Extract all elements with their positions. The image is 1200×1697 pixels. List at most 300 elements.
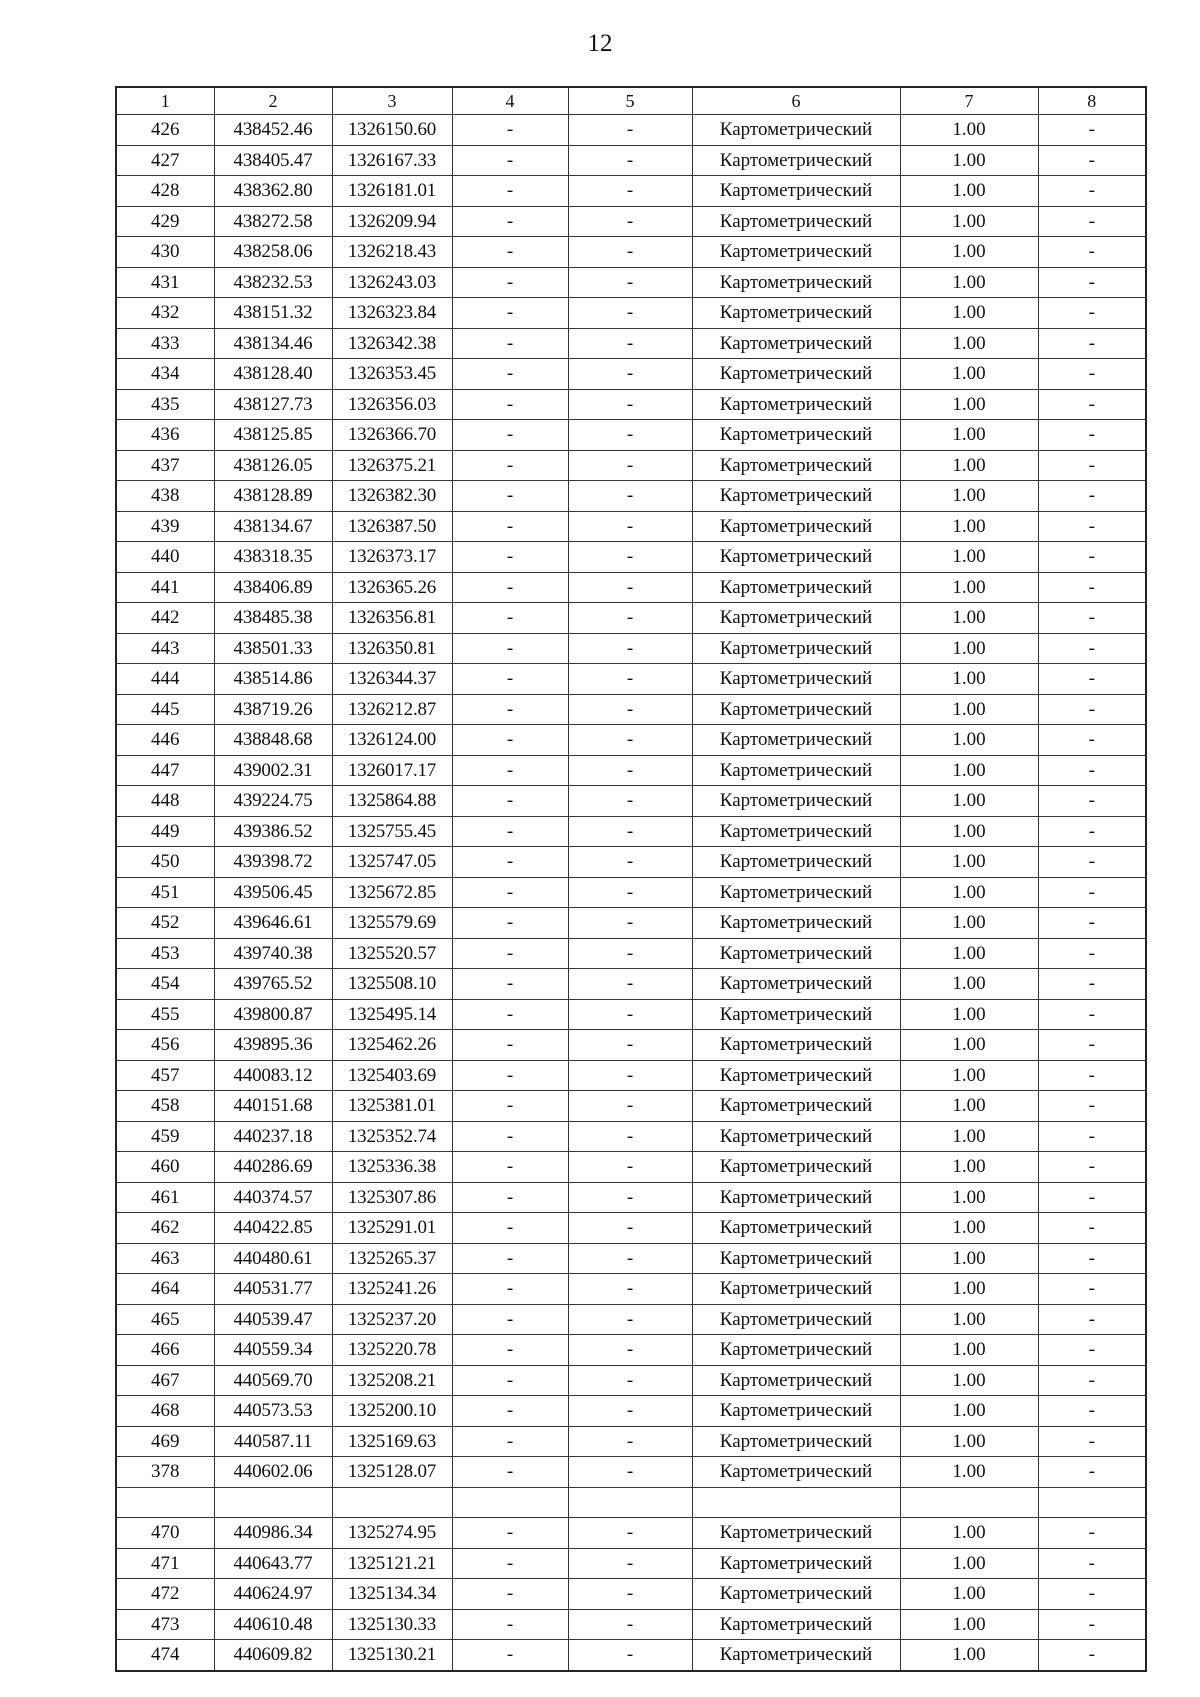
col-8-cell: - [1038, 206, 1146, 237]
method-cell: Картометрический [692, 1182, 900, 1213]
coord-y-cell: 1326167.33 [332, 145, 452, 176]
coord-x-cell: 438126.05 [214, 450, 332, 481]
accuracy-cell: 1.00 [900, 1304, 1038, 1335]
point-number-cell: 470 [116, 1518, 214, 1549]
point-number-cell: 468 [116, 1396, 214, 1427]
coord-y-cell: 1325864.88 [332, 786, 452, 817]
coord-y-cell: 1325130.33 [332, 1609, 452, 1640]
point-number-cell: 440 [116, 542, 214, 573]
col-5-cell: - [568, 877, 692, 908]
col-8-cell: - [1038, 1548, 1146, 1579]
point-number-cell: 437 [116, 450, 214, 481]
col-8-cell: - [1038, 1121, 1146, 1152]
method-cell: Картометрический [692, 1152, 900, 1183]
method-cell: Картометрический [692, 1396, 900, 1427]
col-8-cell: - [1038, 267, 1146, 298]
coord-x-cell: 440559.34 [214, 1335, 332, 1366]
point-number-cell: 459 [116, 1121, 214, 1152]
coord-y-cell: 1326387.50 [332, 511, 452, 542]
method-cell: Картометрический [692, 1060, 900, 1091]
coord-x-cell: 438848.68 [214, 725, 332, 756]
col-4-cell: - [452, 1548, 568, 1579]
coord-x-cell: 438258.06 [214, 237, 332, 268]
coord-y-cell [332, 1487, 452, 1518]
accuracy-cell: 1.00 [900, 1518, 1038, 1549]
coord-y-cell: 1326365.26 [332, 572, 452, 603]
col-4-cell: - [452, 420, 568, 451]
coord-y-cell: 1325520.57 [332, 938, 452, 969]
col-4-cell: - [452, 908, 568, 939]
coord-x-cell: 439506.45 [214, 877, 332, 908]
col-5-cell: - [568, 786, 692, 817]
coord-y-cell: 1326124.00 [332, 725, 452, 756]
coord-x-cell: 439740.38 [214, 938, 332, 969]
col-8-cell: - [1038, 298, 1146, 329]
col-5-cell: - [568, 816, 692, 847]
table-row [116, 1396, 1146, 1427]
table-row [116, 1487, 1146, 1518]
col-4-cell: - [452, 542, 568, 573]
coord-x-cell: 438362.80 [214, 176, 332, 207]
col-8-cell: - [1038, 1060, 1146, 1091]
col-4-cell: - [452, 1640, 568, 1671]
method-cell: Картометрический [692, 786, 900, 817]
col-4-cell: - [452, 298, 568, 329]
coord-y-cell: 1325241.26 [332, 1274, 452, 1305]
col-4-cell: - [452, 847, 568, 878]
col-8-cell: - [1038, 1365, 1146, 1396]
coord-x-cell: 440422.85 [214, 1213, 332, 1244]
col-8-cell: - [1038, 176, 1146, 207]
col-4-cell: - [452, 969, 568, 1000]
col-4-cell: - [452, 1121, 568, 1152]
accuracy-cell: 1.00 [900, 542, 1038, 573]
header-point-number: 1 [116, 87, 214, 115]
coord-y-cell: 1326353.45 [332, 359, 452, 390]
accuracy-cell: 1.00 [900, 1365, 1038, 1396]
table-row [116, 725, 1146, 756]
point-number-cell: 435 [116, 389, 214, 420]
accuracy-cell: 1.00 [900, 1030, 1038, 1061]
coord-x-cell: 440569.70 [214, 1365, 332, 1396]
coord-x-cell: 438134.67 [214, 511, 332, 542]
point-number-cell: 439 [116, 511, 214, 542]
coord-x-cell: 438272.58 [214, 206, 332, 237]
table-header-row [116, 87, 1146, 115]
coord-x-cell: 440573.53 [214, 1396, 332, 1427]
point-number-cell: 464 [116, 1274, 214, 1305]
table-row [116, 786, 1146, 817]
accuracy-cell: 1.00 [900, 237, 1038, 268]
col-8-cell: - [1038, 1091, 1146, 1122]
accuracy-cell: 1.00 [900, 328, 1038, 359]
table-row [116, 1579, 1146, 1610]
col-5-cell: - [568, 633, 692, 664]
method-cell: Картометрический [692, 359, 900, 390]
table-row [116, 1548, 1146, 1579]
table-row [116, 1182, 1146, 1213]
col-8-cell: - [1038, 1457, 1146, 1488]
method-cell: Картометрический [692, 725, 900, 756]
coord-y-cell: 1325208.21 [332, 1365, 452, 1396]
col-8-cell: - [1038, 115, 1146, 146]
method-cell: Картометрический [692, 908, 900, 939]
accuracy-cell: 1.00 [900, 267, 1038, 298]
coord-x-cell: 440374.57 [214, 1182, 332, 1213]
col-4-cell: - [452, 755, 568, 786]
accuracy-cell: 1.00 [900, 572, 1038, 603]
point-number-cell: 445 [116, 694, 214, 725]
point-number-cell: 436 [116, 420, 214, 451]
header-col-8: 8 [1038, 87, 1146, 115]
col-4-cell: - [452, 877, 568, 908]
col-5-cell: - [568, 145, 692, 176]
col-4-cell: - [452, 1304, 568, 1335]
coord-y-cell: 1326150.60 [332, 115, 452, 146]
point-number-cell: 457 [116, 1060, 214, 1091]
method-cell: Картометрический [692, 1609, 900, 1640]
col-5-cell: - [568, 1243, 692, 1274]
col-5-cell: - [568, 1091, 692, 1122]
accuracy-cell: 1.00 [900, 816, 1038, 847]
point-number-cell: 467 [116, 1365, 214, 1396]
col-8-cell: - [1038, 1304, 1146, 1335]
col-8-cell: - [1038, 420, 1146, 451]
method-cell: Картометрический [692, 1243, 900, 1274]
table-row [116, 755, 1146, 786]
coord-x-cell: 438318.35 [214, 542, 332, 573]
point-number-cell: 465 [116, 1304, 214, 1335]
table-row [116, 603, 1146, 634]
table-row [116, 1365, 1146, 1396]
method-cell: Картометрический [692, 877, 900, 908]
method-cell: Картометрический [692, 633, 900, 664]
col-4-cell: - [452, 572, 568, 603]
table-row [116, 877, 1146, 908]
coord-x-cell: 438134.46 [214, 328, 332, 359]
col-8-cell: - [1038, 359, 1146, 390]
accuracy-cell: 1.00 [900, 725, 1038, 756]
col-4-cell: - [452, 1579, 568, 1610]
col-4-cell: - [452, 999, 568, 1030]
accuracy-cell: 1.00 [900, 1335, 1038, 1366]
accuracy-cell: 1.00 [900, 1579, 1038, 1610]
method-cell: Картометрический [692, 572, 900, 603]
col-4-cell: - [452, 1396, 568, 1427]
coord-y-cell: 1326373.17 [332, 542, 452, 573]
col-5-cell: - [568, 542, 692, 573]
col-4-cell: - [452, 237, 568, 268]
point-number-cell: 432 [116, 298, 214, 329]
col-8-cell: - [1038, 755, 1146, 786]
col-5-cell: - [568, 1304, 692, 1335]
header-coord-x: 2 [214, 87, 332, 115]
coord-y-cell: 1325579.69 [332, 908, 452, 939]
method-cell: Картометрический [692, 847, 900, 878]
method-cell: Картометрический [692, 1548, 900, 1579]
method-cell: Картометрический [692, 389, 900, 420]
accuracy-cell: 1.00 [900, 1243, 1038, 1274]
accuracy-cell: 1.00 [900, 176, 1038, 207]
point-number-cell: 454 [116, 969, 214, 1000]
point-number-cell: 446 [116, 725, 214, 756]
col-5-cell: - [568, 603, 692, 634]
coord-x-cell: 438128.89 [214, 481, 332, 512]
coord-y-cell: 1326350.81 [332, 633, 452, 664]
table-row [116, 572, 1146, 603]
coord-y-cell: 1325747.05 [332, 847, 452, 878]
accuracy-cell: 1.00 [900, 908, 1038, 939]
col-5-cell: - [568, 115, 692, 146]
col-8-cell: - [1038, 1030, 1146, 1061]
table-row [116, 267, 1146, 298]
accuracy-cell: 1.00 [900, 1182, 1038, 1213]
col-5-cell: - [568, 450, 692, 481]
col-8-cell: - [1038, 237, 1146, 268]
accuracy-cell: 1.00 [900, 450, 1038, 481]
col-4-cell: - [452, 115, 568, 146]
method-cell: Картометрический [692, 999, 900, 1030]
col-5-cell: - [568, 511, 692, 542]
col-4-cell: - [452, 1335, 568, 1366]
col-8-cell: - [1038, 572, 1146, 603]
col-5-cell: - [568, 694, 692, 725]
accuracy-cell: 1.00 [900, 664, 1038, 695]
coord-x-cell: 438514.86 [214, 664, 332, 695]
col-8-cell: - [1038, 1640, 1146, 1671]
accuracy-cell: 1.00 [900, 1457, 1038, 1488]
table-row [116, 1304, 1146, 1335]
col-5-cell: - [568, 1182, 692, 1213]
coord-y-cell: 1325336.38 [332, 1152, 452, 1183]
point-number-cell: 429 [116, 206, 214, 237]
col-8-cell: - [1038, 1274, 1146, 1305]
col-5-cell: - [568, 1152, 692, 1183]
col-8-cell: - [1038, 450, 1146, 481]
accuracy-cell: 1.00 [900, 755, 1038, 786]
accuracy-cell: 1.00 [900, 847, 1038, 878]
point-number-cell: 426 [116, 115, 214, 146]
table-row [116, 450, 1146, 481]
accuracy-cell: 1.00 [900, 1091, 1038, 1122]
col-8-cell: - [1038, 664, 1146, 695]
col-4-cell: - [452, 1609, 568, 1640]
col-5-cell: - [568, 938, 692, 969]
point-number-cell: 450 [116, 847, 214, 878]
coord-x-cell: 440083.12 [214, 1060, 332, 1091]
accuracy-cell: 1.00 [900, 145, 1038, 176]
coord-y-cell: 1325291.01 [332, 1213, 452, 1244]
method-cell: Картометрический [692, 542, 900, 573]
point-number-cell: 461 [116, 1182, 214, 1213]
table-row [116, 359, 1146, 390]
coord-y-cell: 1325237.20 [332, 1304, 452, 1335]
table-row [116, 969, 1146, 1000]
col-8-cell: - [1038, 389, 1146, 420]
col-4-cell: - [452, 1213, 568, 1244]
point-number-cell: 442 [116, 603, 214, 634]
header-accuracy: 7 [900, 87, 1038, 115]
col-4-cell: - [452, 1457, 568, 1488]
col-5-cell: - [568, 1365, 692, 1396]
coord-x-cell: 440610.48 [214, 1609, 332, 1640]
col-8-cell: - [1038, 1335, 1146, 1366]
method-cell: Картометрический [692, 176, 900, 207]
col-4-cell: - [452, 389, 568, 420]
method-cell: Картометрический [692, 420, 900, 451]
point-number-cell: 441 [116, 572, 214, 603]
method-cell: Картометрический [692, 511, 900, 542]
col-5-cell: - [568, 1060, 692, 1091]
table-row [116, 633, 1146, 664]
col-4-cell: - [452, 481, 568, 512]
point-number-cell: 453 [116, 938, 214, 969]
col-8-cell: - [1038, 877, 1146, 908]
coord-x-cell: 438128.40 [214, 359, 332, 390]
col-8-cell: - [1038, 1152, 1146, 1183]
coord-y-cell: 1325495.14 [332, 999, 452, 1030]
coord-x-cell: 439224.75 [214, 786, 332, 817]
col-5-cell: - [568, 847, 692, 878]
col-4-cell [452, 1487, 568, 1518]
table-row [116, 816, 1146, 847]
col-8-cell [1038, 1487, 1146, 1518]
point-number-cell: 431 [116, 267, 214, 298]
method-cell: Картометрический [692, 1579, 900, 1610]
col-8-cell: - [1038, 1396, 1146, 1427]
method-cell: Картометрический [692, 755, 900, 786]
table-row [116, 938, 1146, 969]
point-number-cell: 452 [116, 908, 214, 939]
coord-x-cell [214, 1487, 332, 1518]
accuracy-cell: 1.00 [900, 481, 1038, 512]
point-number-cell: 378 [116, 1457, 214, 1488]
method-cell: Картометрический [692, 938, 900, 969]
method-cell: Картометрический [692, 1335, 900, 1366]
table-row [116, 420, 1146, 451]
col-5-cell: - [568, 1640, 692, 1671]
method-cell: Картометрический [692, 1365, 900, 1396]
coord-y-cell: 1326209.94 [332, 206, 452, 237]
coord-x-cell: 439765.52 [214, 969, 332, 1000]
coord-y-cell: 1326375.21 [332, 450, 452, 481]
col-5-cell: - [568, 481, 692, 512]
coord-x-cell: 439386.52 [214, 816, 332, 847]
coord-x-cell: 438127.73 [214, 389, 332, 420]
coord-x-cell: 440986.34 [214, 1518, 332, 1549]
table-row [116, 206, 1146, 237]
coord-x-cell: 439002.31 [214, 755, 332, 786]
coord-y-cell: 1325265.37 [332, 1243, 452, 1274]
point-number-cell: 434 [116, 359, 214, 390]
method-cell: Картометрический [692, 816, 900, 847]
col-4-cell: - [452, 359, 568, 390]
col-4-cell: - [452, 816, 568, 847]
col-5-cell: - [568, 420, 692, 451]
method-cell: Картометрический [692, 450, 900, 481]
col-4-cell: - [452, 145, 568, 176]
coord-y-cell: 1326243.03 [332, 267, 452, 298]
col-4-cell: - [452, 1182, 568, 1213]
point-number-cell: 472 [116, 1579, 214, 1610]
col-5-cell: - [568, 206, 692, 237]
method-cell: Картометрический [692, 206, 900, 237]
table-row [116, 389, 1146, 420]
table-row [116, 1274, 1146, 1305]
method-cell: Картометрический [692, 1426, 900, 1457]
coord-x-cell: 439398.72 [214, 847, 332, 878]
accuracy-cell: 1.00 [900, 603, 1038, 634]
table-row [116, 542, 1146, 573]
accuracy-cell: 1.00 [900, 694, 1038, 725]
col-8-cell: - [1038, 725, 1146, 756]
table-row [116, 298, 1146, 329]
col-5-cell: - [568, 328, 692, 359]
coord-y-cell: 1325307.86 [332, 1182, 452, 1213]
point-number-cell: 443 [116, 633, 214, 664]
table-row [116, 1060, 1146, 1091]
accuracy-cell: 1.00 [900, 1640, 1038, 1671]
table-row [116, 1213, 1146, 1244]
col-5-cell: - [568, 1396, 692, 1427]
col-4-cell: - [452, 694, 568, 725]
accuracy-cell: 1.00 [900, 1060, 1038, 1091]
coord-y-cell: 1325508.10 [332, 969, 452, 1000]
coord-x-cell: 438501.33 [214, 633, 332, 664]
col-5-cell: - [568, 237, 692, 268]
col-4-cell: - [452, 1091, 568, 1122]
method-cell: Картометрический [692, 694, 900, 725]
point-number-cell: 444 [116, 664, 214, 695]
coord-x-cell: 438405.47 [214, 145, 332, 176]
table-row [116, 481, 1146, 512]
col-8-cell: - [1038, 969, 1146, 1000]
col-8-cell: - [1038, 908, 1146, 939]
accuracy-cell: 1.00 [900, 115, 1038, 146]
col-8-cell: - [1038, 1243, 1146, 1274]
method-cell: Картометрический [692, 603, 900, 634]
coord-y-cell: 1326181.01 [332, 176, 452, 207]
point-number-cell: 458 [116, 1091, 214, 1122]
header-col-5: 5 [568, 87, 692, 115]
col-5-cell: - [568, 1518, 692, 1549]
point-number-cell: 448 [116, 786, 214, 817]
point-number-cell: 428 [116, 176, 214, 207]
col-5-cell: - [568, 1609, 692, 1640]
col-8-cell: - [1038, 1609, 1146, 1640]
accuracy-cell: 1.00 [900, 938, 1038, 969]
table-row [116, 328, 1146, 359]
coord-y-cell: 1325672.85 [332, 877, 452, 908]
coord-x-cell: 440643.77 [214, 1548, 332, 1579]
point-number-cell: 451 [116, 877, 214, 908]
coord-y-cell: 1325200.10 [332, 1396, 452, 1427]
method-cell: Картометрический [692, 664, 900, 695]
col-8-cell: - [1038, 603, 1146, 634]
table-row [116, 176, 1146, 207]
table-row [116, 908, 1146, 939]
coord-x-cell: 438232.53 [214, 267, 332, 298]
coord-y-cell: 1325274.95 [332, 1518, 452, 1549]
col-5-cell: - [568, 176, 692, 207]
method-cell: Картометрический [692, 1030, 900, 1061]
method-cell: Картометрический [692, 1518, 900, 1549]
col-4-cell: - [452, 176, 568, 207]
col-4-cell: - [452, 664, 568, 695]
coord-x-cell: 440480.61 [214, 1243, 332, 1274]
col-4-cell: - [452, 725, 568, 756]
col-8-cell: - [1038, 145, 1146, 176]
